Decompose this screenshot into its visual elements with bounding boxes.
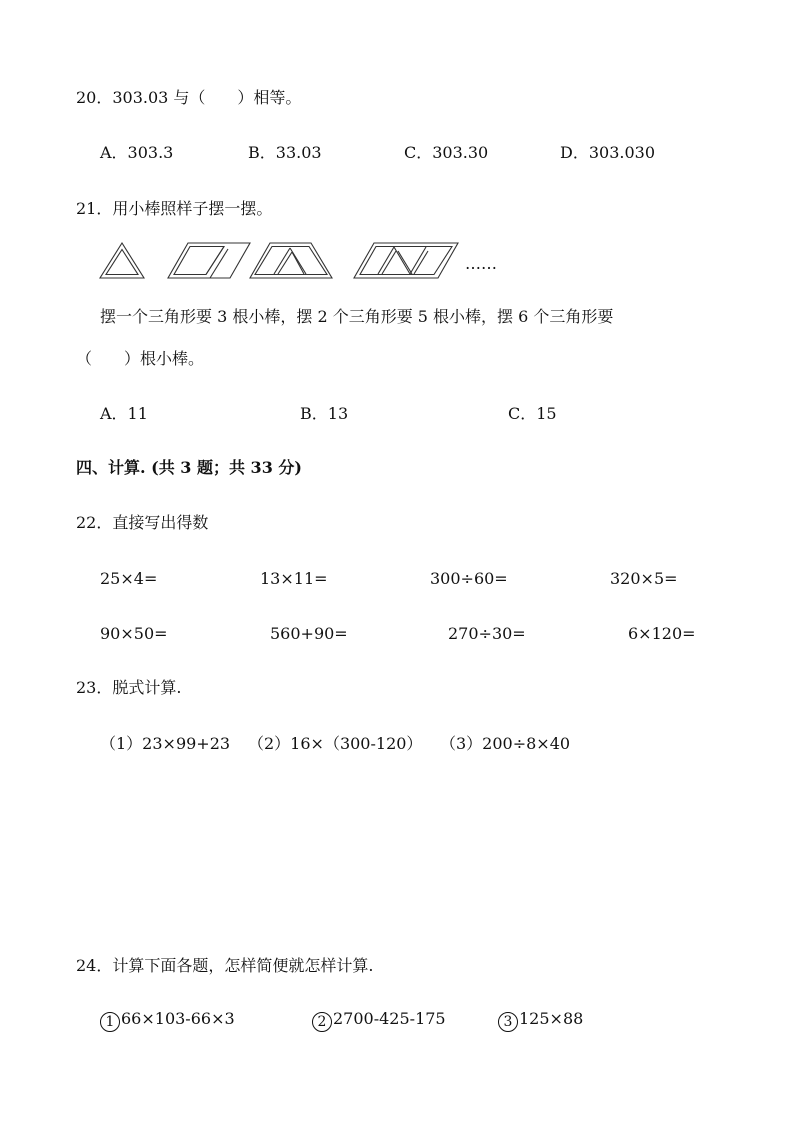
q21-text-line1: 摆一个三角形要 3 根小棒，摆 2 个三角形要 5 根小棒，摆 6 个三角形要 — [100, 307, 614, 326]
four-triangles-figure — [354, 243, 458, 278]
q20-option-d: D．303.030 — [560, 143, 655, 162]
q21-ellipsis: …… — [465, 254, 497, 273]
q24-item1-expr: 66×103-66×3 — [121, 1009, 235, 1028]
q22-r2-item4: 6×120= — [628, 624, 696, 643]
two-triangles-figure — [168, 243, 250, 278]
q21-option-c: C．15 — [508, 404, 557, 423]
circled-number-1: 1 — [100, 1012, 120, 1032]
q24-item2-expr: 2700-425-175 — [333, 1009, 446, 1028]
q24-item1 — [100, 1009, 235, 1032]
q23-item3: （3）200÷8×40 — [440, 734, 571, 753]
q24-item3 — [498, 1009, 583, 1032]
q22-r1-item3: 300÷60= — [430, 569, 508, 588]
q21-option-a: A．11 — [100, 404, 148, 423]
q24-item2 — [312, 1009, 446, 1032]
q24-item3-expr: 125×88 — [519, 1009, 584, 1028]
circled-number-3: 3 — [498, 1012, 518, 1032]
q22-r2-item2: 560+90= — [270, 624, 348, 643]
q21-stem: 21．用小棒照样子摆一摆。 — [76, 199, 273, 218]
q20-option-a: A．303.3 — [100, 143, 174, 162]
q22-r2-item1: 90×50= — [100, 624, 168, 643]
q23-stem: 23．脱式计算. — [76, 678, 182, 697]
q21-option-b: B．13 — [300, 404, 349, 423]
q20-option-c: C．303.30 — [404, 143, 489, 162]
q22-stem: 22．直接写出得数 — [76, 513, 209, 532]
q20-stem: 20．303.03 与（ ）相等。 — [76, 88, 302, 107]
matchstick-triangles-figure — [98, 240, 498, 282]
one-triangle-figure — [100, 243, 144, 278]
q22-r2-item3: 270÷30= — [448, 624, 526, 643]
q23-item2: （2）16×（300-120） — [248, 734, 423, 753]
q21-text-line2: （ ）根小棒。 — [76, 349, 205, 368]
section4-heading: 四、计算. (共 3 题；共 33 分) — [76, 458, 302, 477]
q22-r1-item2: 13×11= — [260, 569, 328, 588]
q22-r1-item1: 25×4= — [100, 569, 158, 588]
three-triangles-figure — [250, 243, 332, 278]
q23-item1: （1）23×99+23 — [100, 734, 231, 753]
q22-r1-item4: 320×5= — [610, 569, 678, 588]
q24-stem: 24．计算下面各题，怎样简便就怎样计算. — [76, 956, 374, 975]
circled-number-2: 2 — [312, 1012, 332, 1032]
q20-option-b: B．33.03 — [248, 143, 322, 162]
